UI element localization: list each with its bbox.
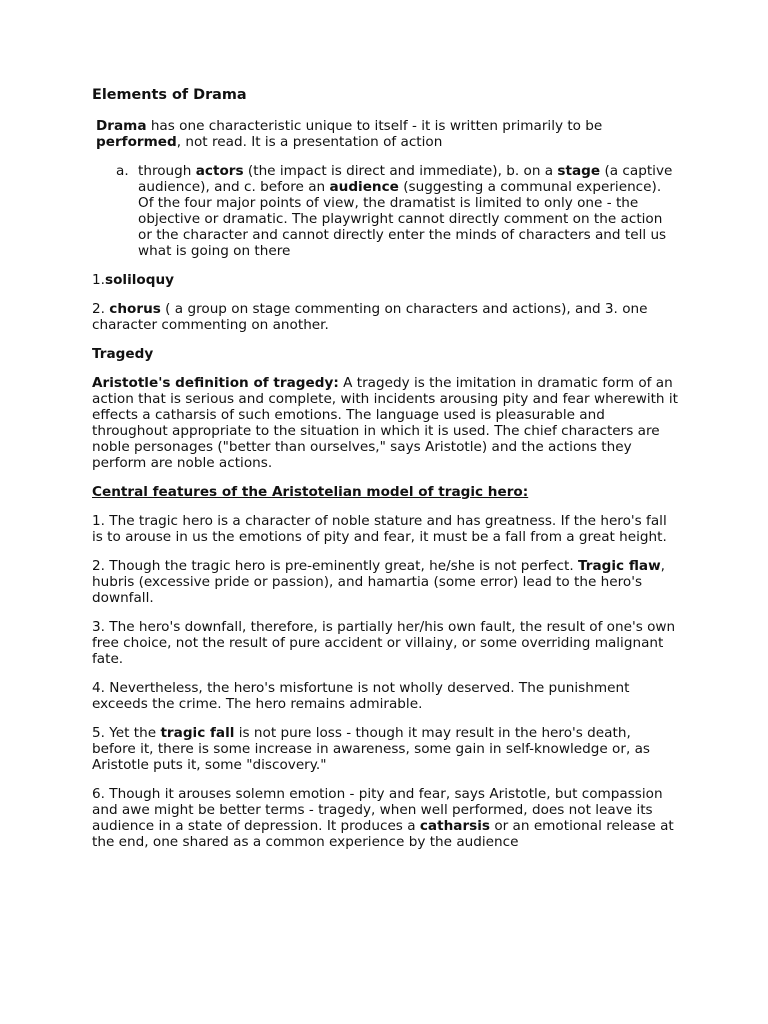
soliloquy-number: 1.	[92, 272, 105, 288]
list-term-stage: stage	[557, 163, 601, 179]
definition-paragraph	[92, 375, 678, 471]
feature-2-term: Tragic flaw	[577, 558, 661, 574]
list-text-1: through	[138, 163, 196, 179]
intro-text-1: has one characteristic unique to itself - it is written primarily to be	[146, 118, 603, 134]
intro-text-2: , not read. It is a presentation of action	[176, 134, 443, 150]
feature-5	[92, 725, 678, 773]
document-title: Elements of Drama	[92, 87, 247, 103]
list-text-3: (a captive audience), and c. before an	[138, 163, 673, 195]
chorus-paragraph	[92, 301, 678, 333]
feature-6-text-2: or an emotional release at the end, one shared as a common experience by the audience	[92, 818, 674, 850]
list-text-2: (the impact is direct and immediate), b. on a	[243, 163, 558, 179]
feature-2-text-1: 2. Though the tragic hero is pre-eminently great, he/she is not perfect.	[92, 558, 578, 574]
feature-6-text-1: 6. Though it arouses solemn emotion - pity and fear, says Aristotle, but compassion and awe might be better terms - tragedy, when well performed, does not leave its audience in a state of depression. It produces a	[92, 786, 663, 834]
intro-term-drama: Drama	[96, 118, 147, 134]
list-text-4: (suggesting a communal experience). Of the four major points of view, the dramatist is limited to only one - the objective or dramatic. The playwright cannot directly comment on the action or the character and cannot directly enter the minds of characters and tell us what is going on there	[138, 179, 667, 259]
soliloquy-paragraph	[92, 272, 678, 288]
feature-4: 4. Nevertheless, the hero's misfortune is not wholly deserved. The punishment exceeds the crime. The hero remains admirable.	[92, 680, 630, 712]
intro-paragraph	[92, 118, 678, 150]
features-heading: Central features of the Aristotelian model of tragic hero:	[92, 484, 529, 500]
definition-text: A tragedy is the imitation in dramatic form of an action that is serious and complete, with incidents arousing pity and fear wherewith it effects a catharsis of such emotions. The language used is pleasurable and throughout appropriate to the situation in which it is used. The chief characters are noble personages ("better than ourselves," says Aristotle) and the actions they perform are noble actions.	[92, 375, 678, 471]
tragedy-heading: Tragedy	[92, 346, 154, 362]
feature-1: 1. The tragic hero is a character of noble stature and has greatness. If the hero's fall is to arouse in us the emotions of pity and fear, it must be a fall from a great height.	[92, 513, 667, 545]
list-marker: a.	[116, 163, 129, 179]
chorus-text: ( a group on stage commenting on characters and actions), and 3. one character commenting on another.	[92, 301, 648, 333]
list-term-audience: audience	[329, 179, 399, 195]
feature-5-term: tragic fall	[160, 725, 235, 741]
feature-6	[92, 786, 678, 850]
feature-6-term: catharsis	[419, 818, 490, 834]
soliloquy-term: soliloquy	[104, 272, 175, 288]
elements-list	[92, 163, 678, 259]
chorus-term: chorus	[109, 301, 161, 317]
feature-2-text-2: , hubris (excessive pride or passion), and hamartia (some error) lead to the hero's downfall.	[92, 558, 665, 606]
definition-label: Aristotle's definition of tragedy:	[92, 375, 339, 391]
chorus-number: 2.	[92, 301, 110, 317]
feature-2	[92, 558, 678, 606]
list-item	[116, 163, 678, 259]
feature-5-text-2: is not pure loss - though it may result in the hero's death, before it, there is some increase in awareness, some gain in self-knowledge or, as Aristotle puts it, some "discovery."	[92, 725, 650, 773]
list-term-actors: actors	[195, 163, 244, 179]
feature-3: 3. The hero's downfall, therefore, is partially her/his own fault, the result of one's own free choice, not the result of pure accident or villainy, or some overriding malignant fate.	[92, 619, 676, 667]
feature-5-text-1: 5. Yet the	[92, 725, 161, 741]
intro-term-performed: performed	[96, 134, 177, 150]
